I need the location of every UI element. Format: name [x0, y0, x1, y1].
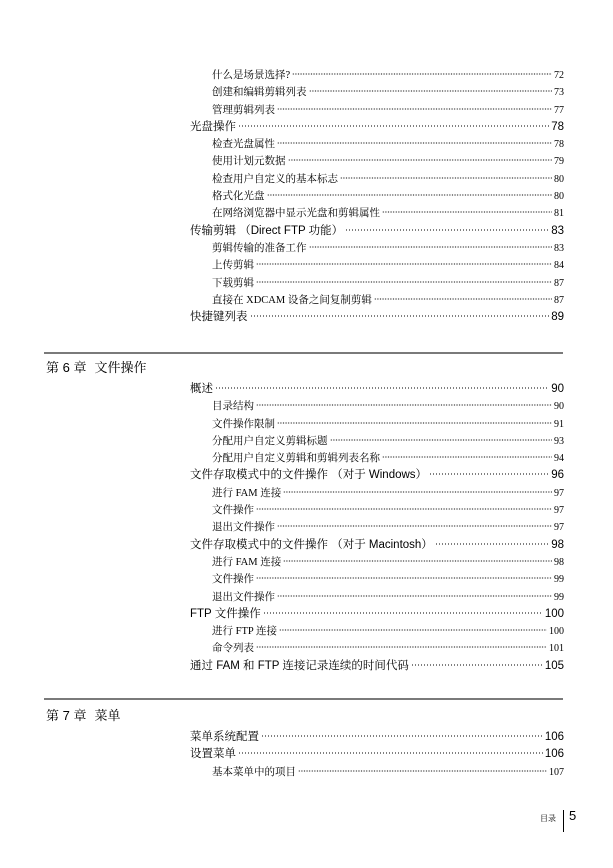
toc-subsection-entry[interactable] [190, 240, 564, 257]
dot-leader [279, 629, 547, 631]
toc-entry-title: FTP 文件操作 [190, 607, 261, 620]
chapter-7-rule [44, 698, 563, 700]
footer-label: 目录 [540, 814, 556, 823]
toc-entry-page: 87 [554, 294, 564, 306]
toc-entry-title: 通过 FAM 和 FTP 连接记录连续的时间代码 [190, 659, 409, 672]
toc-entry-title: 使用计划元数据 [212, 156, 286, 168]
dot-leader [261, 735, 543, 737]
toc-entry-title: 基本菜单中的项目 [212, 766, 296, 778]
toc-entry-title: 命令列表 [212, 643, 254, 655]
toc-section-entry[interactable] [190, 223, 564, 240]
dot-leader [330, 439, 553, 441]
toc-chapter-7 [190, 729, 564, 781]
toc-entry-title: 剪辑传输的准备工作 [212, 242, 307, 254]
dot-leader [382, 456, 552, 458]
dot-leader [256, 646, 547, 648]
dot-leader [283, 560, 552, 562]
toc-entry-title: 设置菜单 [190, 748, 236, 761]
toc-section-entry[interactable] [190, 381, 564, 398]
toc-section-entry[interactable] [190, 746, 564, 763]
toc-subsection-entry[interactable] [190, 450, 564, 467]
dot-leader [277, 595, 552, 597]
footer-page-number: 5 [569, 808, 577, 823]
toc-entry-title: 检查用户自定义的基本标志 [212, 173, 338, 185]
toc-entry-page: 89 [551, 311, 564, 324]
toc-section-entry[interactable] [190, 658, 564, 675]
toc-entry-title: 检查光盘属性 [212, 139, 275, 151]
toc-section-entry[interactable] [190, 309, 564, 326]
toc-subsection-entry[interactable] [190, 257, 564, 274]
dot-leader [277, 108, 552, 110]
toc-entry-page: 83 [554, 242, 564, 254]
toc-entry-title: 格式化光盘 [212, 191, 265, 203]
toc-entry-page: 106 [544, 731, 564, 743]
toc-entry-page: 101 [549, 643, 564, 655]
toc-entry-title: 文件操作 [212, 574, 254, 586]
toc-subsection-entry[interactable] [190, 764, 564, 781]
dot-leader [256, 404, 552, 406]
toc-section-entry[interactable] [190, 537, 564, 554]
toc-entry-page: 79 [554, 156, 564, 168]
dot-leader [309, 90, 553, 92]
toc-entry-page: 78 [551, 120, 564, 133]
toc-subsection-entry[interactable] [190, 153, 564, 170]
toc-entry-page: 93 [554, 435, 564, 447]
toc-entry-title: 管理剪辑列表 [212, 104, 275, 116]
toc-subsection-entry[interactable] [190, 519, 564, 536]
dot-leader [256, 263, 552, 265]
toc-entry-title: 文件存取模式中的文件操作 （对于 Windows） [190, 469, 428, 482]
toc-entry-page: 98 [551, 538, 564, 551]
toc-entry-page: 99 [554, 591, 564, 603]
dot-leader [256, 508, 552, 510]
toc-entry-page: 91 [554, 418, 564, 430]
chapter-title: 菜单 [94, 708, 121, 723]
toc-subsection-entry[interactable] [190, 171, 564, 188]
toc-entry-page: 107 [549, 766, 564, 778]
toc-entry-title: 文件操作限制 [212, 418, 275, 430]
dot-leader [429, 473, 549, 475]
toc-entry-title: 进行 FAM 连接 [212, 556, 282, 568]
toc-section-entry[interactable] [190, 729, 564, 746]
toc-subsection-entry[interactable] [190, 67, 564, 84]
toc-subsection-entry[interactable] [190, 623, 564, 640]
toc-entry-page: 87 [554, 277, 564, 289]
toc-entry-title: 传输剪辑 （Direct FTP 功能） [190, 224, 344, 237]
toc-entry-title: 概述 [190, 383, 213, 395]
toc-section-entry[interactable] [190, 119, 564, 136]
dot-leader [277, 422, 552, 424]
toc-entry-page: 96 [551, 469, 564, 482]
toc-entry-title: 文件存取模式中的文件操作 （对于 Macintosh） [190, 538, 433, 551]
toc-subsection-entry[interactable] [190, 502, 564, 519]
toc-entry-page: 97 [554, 505, 564, 517]
toc-entry-page: 72 [554, 70, 564, 81]
toc-entry-page: 81 [554, 208, 564, 220]
toc-entry-page: 90 [551, 383, 564, 395]
dot-leader [382, 211, 552, 213]
toc-entry-page: 84 [554, 260, 564, 272]
dot-leader [298, 770, 547, 772]
dot-leader [288, 159, 553, 161]
chapter-title: 文件操作 [94, 360, 147, 375]
dot-leader [238, 752, 543, 754]
dot-leader [309, 246, 553, 248]
toc-entry-page: 77 [554, 104, 564, 116]
toc-subsection-entry[interactable] [190, 640, 564, 657]
dot-leader [435, 543, 549, 545]
dot-leader [256, 281, 552, 283]
toc-subsection-entry[interactable] [190, 571, 564, 588]
toc-subsection-entry[interactable] [190, 188, 564, 205]
toc-section-entry[interactable] [190, 467, 564, 484]
toc-subsection-entry[interactable] [190, 589, 564, 606]
toc-entry-title: 分配用户自定义剪辑标题 [212, 435, 328, 447]
toc-entry-page: 105 [544, 659, 564, 672]
toc-entry-page: 98 [554, 556, 564, 568]
dot-leader [292, 73, 552, 75]
toc-subsection-entry[interactable] [190, 136, 564, 153]
toc-entry-title: 光盘操作 [190, 120, 236, 133]
chapter-7-heading [46, 705, 120, 724]
toc-entry-page: 83 [551, 224, 564, 237]
dot-leader [238, 125, 549, 127]
toc-entry-page: 97 [554, 522, 564, 534]
dot-leader [263, 612, 543, 614]
dot-leader [250, 315, 550, 317]
toc-section-entry[interactable] [190, 606, 564, 623]
footer-divider [563, 810, 564, 832]
toc-subsection-entry[interactable] [190, 292, 564, 309]
chapter-number: 第 7 章 [46, 708, 87, 723]
toc-entry-page: 78 [554, 139, 564, 151]
toc-entry-page: 80 [554, 191, 564, 203]
toc-entry-title: 直接在 XDCAM 设备之间复制剪辑 [212, 294, 372, 306]
chapter-number: 第 6 章 [46, 360, 87, 375]
toc-chapter-6 [190, 381, 564, 675]
dot-leader [277, 525, 552, 527]
toc-entry-title: 快捷键列表 [190, 311, 248, 324]
toc-subsection-entry[interactable] [190, 275, 564, 292]
toc-subsection-entry[interactable] [190, 398, 564, 415]
toc-entry-title: 下载剪辑 [212, 277, 254, 289]
toc-subsection-entry[interactable] [190, 416, 564, 433]
toc-entry-title: 文件操作 [212, 505, 254, 517]
toc-entry-title: 菜单系统配置 [190, 731, 259, 743]
toc-entry-title: 退出文件操作 [212, 522, 275, 534]
toc-entry-title: 在网络浏览器中显示光盘和剪辑属性 [212, 208, 380, 220]
toc-entry-title: 进行 FTP 连接 [212, 626, 277, 638]
toc-entry-page: 90 [554, 401, 564, 413]
dot-leader [267, 194, 553, 196]
dot-leader [345, 229, 549, 231]
toc-entry-page: 100 [549, 626, 564, 638]
dot-leader [411, 664, 543, 666]
toc-entry-title: 退出文件操作 [212, 591, 275, 603]
toc-subsection-entry[interactable] [190, 554, 564, 571]
chapter-6-rule [44, 352, 563, 354]
toc-subsection-entry[interactable] [190, 84, 564, 101]
toc-entry-page: 94 [554, 453, 564, 465]
dot-leader [215, 387, 549, 389]
toc-entry-title: 创建和编辑剪辑列表 [212, 87, 307, 99]
toc-top-section [190, 67, 564, 326]
toc-entry-title: 上传剪辑 [212, 260, 254, 272]
toc-entry-page: 106 [544, 748, 564, 761]
dot-leader [340, 177, 552, 179]
dot-leader [256, 577, 552, 579]
dot-leader [283, 491, 552, 493]
toc-entry-page: 73 [554, 87, 564, 99]
toc-entry-page: 80 [554, 173, 564, 185]
toc-subsection-entry[interactable] [190, 102, 564, 119]
toc-entry-title: 目录结构 [212, 401, 254, 413]
toc-entry-title: 什么是场景选择? [212, 70, 291, 81]
dot-leader [277, 142, 552, 144]
toc-subsection-entry[interactable] [190, 433, 564, 450]
chapter-6-heading [46, 357, 146, 376]
toc-entry-page: 100 [544, 607, 564, 620]
toc-subsection-entry[interactable] [190, 485, 564, 502]
toc-subsection-entry[interactable] [190, 205, 564, 222]
toc-entry-title: 进行 FAM 连接 [212, 487, 282, 499]
toc-entry-page: 99 [554, 574, 564, 586]
toc-entry-title: 分配用户自定义剪辑和剪辑列表名称 [212, 453, 380, 465]
toc-entry-page: 97 [554, 487, 564, 499]
dot-leader [374, 298, 552, 300]
